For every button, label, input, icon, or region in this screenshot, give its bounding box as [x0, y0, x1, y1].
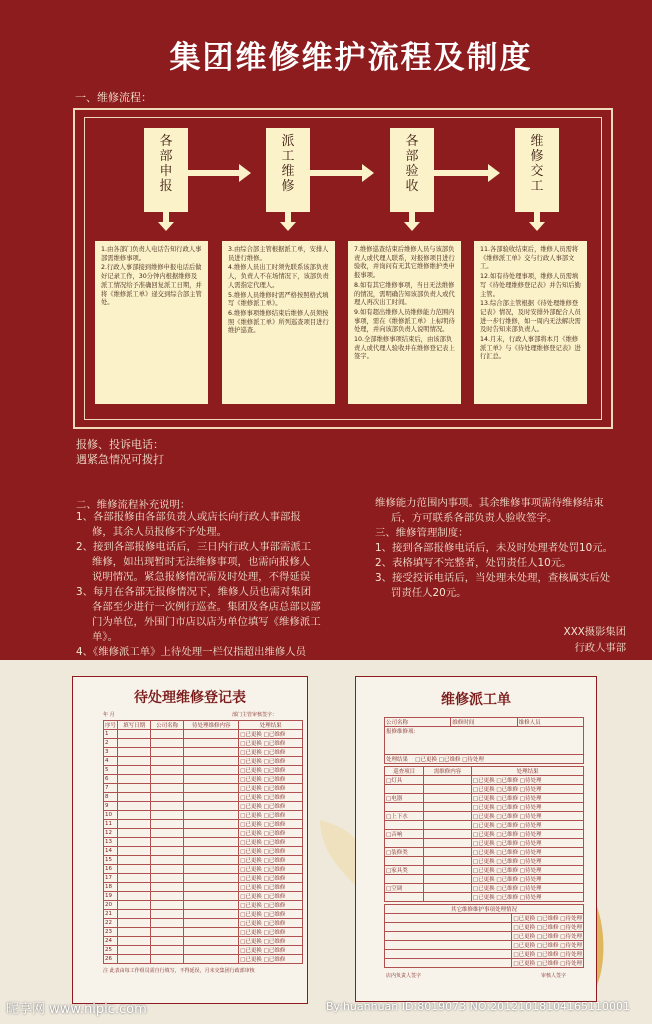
table-cell: [184, 946, 239, 955]
table-row: [385, 932, 584, 941]
table-cell: [151, 820, 184, 829]
table-row: [385, 839, 584, 848]
result-options: □已更换 □已维修 □待处理: [471, 893, 583, 902]
table-cell: [118, 955, 151, 964]
result-options: □已更换 □已维修 □待处理: [512, 941, 584, 950]
table-cell: [151, 793, 184, 802]
watermark-left: 昵享网 www.nipic.com: [6, 1002, 147, 1017]
table-row: [385, 866, 584, 875]
table-cell: [118, 892, 151, 901]
table-row: [104, 865, 303, 874]
table-cell: [424, 866, 472, 875]
result-options: □已更换 □已维修: [239, 757, 303, 766]
table-row: [104, 730, 303, 739]
table-cell: [151, 802, 184, 811]
table-row: [104, 847, 303, 856]
table-cell: [184, 856, 239, 865]
table-cell: [118, 865, 151, 874]
table-cell: [118, 883, 151, 892]
result-options: □已更换 □已维修 □待处理: [471, 866, 583, 875]
form2-inspect-table: [384, 766, 584, 902]
result-options: □已更换 □已维修: [239, 739, 303, 748]
table-cell: [118, 910, 151, 919]
table-cell: [184, 739, 239, 748]
table-cell: [118, 820, 151, 829]
table-cell: [118, 829, 151, 838]
form-dispatch: [355, 676, 597, 1002]
table-row: [104, 883, 303, 892]
table-cell: [184, 874, 239, 883]
result-options: □已更换 □已维修: [239, 829, 303, 838]
table-cell: [118, 784, 151, 793]
table-row: [385, 884, 584, 893]
result-options: □已更换 □已维修 □待处理: [471, 830, 583, 839]
stage-dispatch: 派 工 维 修: [266, 128, 310, 212]
result-options: □已更换 □已维修 □待处理: [512, 932, 584, 941]
table-row: [385, 950, 584, 959]
table-cell: [118, 802, 151, 811]
inspect-item: □灯具: [385, 776, 424, 785]
row-number: 13: [104, 838, 118, 847]
stage-acceptance: 各 部 验 收: [390, 128, 434, 212]
table-cell: [151, 739, 184, 748]
inspect-item: □上下水: [385, 812, 424, 821]
inspect-item: □电器: [385, 794, 424, 803]
row-number: 15: [104, 856, 118, 865]
row-number: 1: [104, 730, 118, 739]
inspect-item: □空调: [385, 884, 424, 893]
form2-company: 公司名称: [385, 718, 451, 727]
table-cell: [118, 739, 151, 748]
signature-org: XXX摄影集团: [563, 626, 626, 638]
result-options: □已更换 □已维修: [239, 730, 303, 739]
table-cell: [184, 838, 239, 847]
table-cell: [424, 848, 472, 857]
result-options: □已更换 □已维修: [239, 847, 303, 856]
section-heading-flow: 一、维修流程：: [75, 91, 152, 104]
result-options: □已更换 □已维修: [239, 937, 303, 946]
table-cell: [184, 901, 239, 910]
table-cell: [424, 830, 472, 839]
row-number: 20: [104, 901, 118, 910]
table-cell: [385, 941, 512, 950]
table-cell: [151, 883, 184, 892]
table-cell: [151, 910, 184, 919]
result-options: □已更换 □已维修 □待处理: [471, 839, 583, 848]
result-options: □已更换 □已维修 □待处理: [471, 776, 583, 785]
table-cell: [118, 946, 151, 955]
table-row: [104, 820, 303, 829]
result-options: □已更换 □已维修: [239, 883, 303, 892]
row-number: 11: [104, 820, 118, 829]
table-row: [104, 874, 303, 883]
result-options: □已更换 □已维修: [239, 946, 303, 955]
result-options: □已更换 □已维修: [239, 811, 303, 820]
table-row: [104, 838, 303, 847]
row-number: 25: [104, 946, 118, 955]
table-row: [385, 803, 584, 812]
result-options: □已更换 □已维修: [239, 784, 303, 793]
table-cell: [385, 914, 512, 923]
table-row: [385, 776, 584, 785]
result-options: □已更换 □已维修: [239, 955, 303, 964]
table-cell: [184, 937, 239, 946]
table-cell: [151, 865, 184, 874]
table-row: [104, 757, 303, 766]
result-options: □已更换 □已维修: [239, 775, 303, 784]
row-number: 12: [104, 829, 118, 838]
result-options: □已更换 □已维修 □待处理: [512, 914, 584, 923]
table-cell: [151, 784, 184, 793]
result-options: □已更换 □已维修: [239, 892, 303, 901]
result-options: □已更换 □已维修 □待处理: [471, 812, 583, 821]
result-options: □已更换 □已维修 □待处理: [471, 821, 583, 830]
table-cell: [424, 812, 472, 821]
table-cell: [118, 757, 151, 766]
table-cell: [151, 928, 184, 937]
table-row: [104, 901, 303, 910]
form1-title: 待处理维修登记表: [134, 690, 246, 706]
table-cell: [385, 923, 512, 932]
result-options: □已更换 □已维修: [239, 928, 303, 937]
watermark-right: By:huanhuan ID:8019073 NO:20121018104165110001: [326, 1000, 631, 1013]
table-cell: [184, 919, 239, 928]
stage-handover: 维 修 交 工: [515, 128, 559, 212]
table-row: [385, 830, 584, 839]
result-options: □已更换 □已维修 □待处理: [471, 848, 583, 857]
row-number: 8: [104, 793, 118, 802]
result-options: □已更换 □已维修: [239, 793, 303, 802]
paper-background: [0, 660, 652, 1024]
form1-table: [103, 720, 303, 964]
table-cell: [118, 928, 151, 937]
form2-footer-right: 审核人签字: [540, 973, 566, 979]
row-number: 7: [104, 784, 118, 793]
page-title: 集团维修维护流程及制度: [169, 40, 533, 76]
result-options: □已更换 □已维修: [239, 838, 303, 847]
table-cell: [184, 847, 239, 856]
table-cell: [151, 901, 184, 910]
result-options: □已更换 □已维修 □待处理: [512, 950, 584, 959]
table-cell: [151, 946, 184, 955]
table-cell: [184, 955, 239, 964]
table-cell: [118, 856, 151, 865]
table-cell: [184, 811, 239, 820]
table-row: [385, 914, 584, 923]
result-options: □已更换 □已维修: [239, 766, 303, 775]
row-number: 9: [104, 802, 118, 811]
signature-dept: 行政人事部: [574, 642, 626, 654]
table-row: [385, 821, 584, 830]
table-cell: [184, 802, 239, 811]
arrow-down-icon: [529, 212, 545, 230]
table-row: [104, 928, 303, 937]
table-cell: [118, 847, 151, 856]
table-row: [385, 923, 584, 932]
table-row: [385, 794, 584, 803]
table-cell: [424, 893, 472, 902]
col-header: 序号: [104, 721, 118, 730]
table-cell: [151, 838, 184, 847]
result-options: □已更换 □已维修 □待处理: [471, 857, 583, 866]
row-number: 22: [104, 919, 118, 928]
table-cell: [385, 959, 512, 968]
table-cell: [184, 793, 239, 802]
table-cell: [184, 766, 239, 775]
table-cell: [151, 775, 184, 784]
table-row: [104, 919, 303, 928]
table-cell: [118, 766, 151, 775]
result-options: □已更换 □已维修: [239, 856, 303, 865]
table-cell: [184, 883, 239, 892]
flow-box-1: 1.由各部门负责人电话告知行政人事部需维修事项。 2.行政人事部接到维修申报电话后做好记录工作，30分钟内根据维修及派工情况给予准确回复派工日期，并将《维修派工单》递交到综合部主管处。: [95, 241, 208, 404]
result-options: □已更换 □已维修 □待处理: [471, 794, 583, 803]
table-cell: [184, 928, 239, 937]
table-cell: [184, 748, 239, 757]
row-number: 3: [104, 748, 118, 757]
result-options: □已更换 □已维修: [239, 820, 303, 829]
table-cell: [184, 829, 239, 838]
form2-result-row: 处理结果 □已更换 □已维修 □待处理: [385, 755, 584, 764]
result-options: □已更换 □已维修: [239, 865, 303, 874]
table-row: [385, 893, 584, 902]
table-row: [385, 875, 584, 884]
row-number: 19: [104, 892, 118, 901]
form2-time: 维修时间: [451, 718, 517, 727]
table-row: [385, 785, 584, 794]
result-options: □已更换 □已维修 □待处理: [471, 785, 583, 794]
table-cell: [424, 884, 472, 893]
arrow-right-icon: [434, 170, 490, 176]
row-number: 23: [104, 928, 118, 937]
table-row: [385, 857, 584, 866]
table-cell: [424, 839, 472, 848]
table-row: [104, 829, 303, 838]
table-cell: [118, 937, 151, 946]
table-row: [385, 941, 584, 950]
table-cell: [151, 955, 184, 964]
table-cell: [151, 937, 184, 946]
table-cell: [118, 919, 151, 928]
row-number: 2: [104, 739, 118, 748]
stage-report: 各 部 申 报: [144, 128, 188, 212]
form2-other-table: [384, 904, 584, 968]
arrow-down-icon: [404, 212, 420, 230]
col-header: 待处理维修内容: [184, 721, 239, 730]
result-options: □已更换 □已维修: [239, 910, 303, 919]
table-cell: [118, 838, 151, 847]
table-cell: [151, 829, 184, 838]
table-row: [104, 892, 303, 901]
table-cell: [151, 730, 184, 739]
arrow-right-icon: [310, 170, 364, 176]
signature-block: [500, 624, 626, 656]
row-number: 5: [104, 766, 118, 775]
table-cell: [424, 875, 472, 884]
result-options: □已更换 □已维修 □待处理: [471, 875, 583, 884]
table-row: [385, 848, 584, 857]
table-cell: [424, 794, 472, 803]
table-cell: [118, 793, 151, 802]
form-pending-maintenance: [72, 676, 308, 1004]
flow-box-3: 7.维修巡查结束后维修人员与该部负责人或代理人联系，对报修项目进行验收，并询问有无其它维修维护类申报事项。 8.如有其它维修事项，当日无法维修的情况，需明确告知该部负责人或代理人再次出工时间。 9.如有超出维修人员维修能力范围内事项，需在《维修派工单》上标明待处理，并向该部负责人说明情况。 10.全部维修事项结束后，由该部负责人或代理人验收并在维修登记表上签字。: [348, 241, 461, 404]
section-heading-rules: 三、维修管理制度：: [375, 527, 469, 539]
table-cell: [151, 892, 184, 901]
arrow-down-icon: [158, 212, 174, 230]
table-cell: [184, 757, 239, 766]
table-cell: [184, 910, 239, 919]
arrow-down-icon: [280, 212, 296, 230]
inspect-item: □家具类: [385, 866, 424, 875]
row-number: 16: [104, 865, 118, 874]
table-row: [104, 775, 303, 784]
table-cell: [118, 901, 151, 910]
table-row: [104, 802, 303, 811]
result-options: □已更换 □已维修 □待处理: [471, 884, 583, 893]
table-cell: [424, 803, 472, 812]
table-cell: [184, 820, 239, 829]
result-options: □已更换 □已维修: [239, 748, 303, 757]
section-heading-notes: 二、维修流程补充说明：: [76, 499, 191, 511]
table-cell: [184, 775, 239, 784]
table-cell: [184, 784, 239, 793]
table-cell: [424, 821, 472, 830]
table-cell: [184, 865, 239, 874]
col-header: 处理结果: [239, 721, 303, 730]
table-row: [104, 739, 303, 748]
table-row: [104, 793, 303, 802]
row-number: 10: [104, 811, 118, 820]
table-row: [104, 856, 303, 865]
table-row: [104, 748, 303, 757]
table-cell: [151, 811, 184, 820]
form2-other-heading: 其它维修维护事项处理情况: [385, 905, 584, 914]
result-options: □已更换 □已维修: [239, 802, 303, 811]
table-cell: [151, 847, 184, 856]
table-cell: [118, 775, 151, 784]
table-cell: [151, 856, 184, 865]
flow-box-2: 3.由综合部主管根据派工单，安排人员进行维修。 4.维修人员出工时须先联系该部负责人，负责人不在场情况下，该部负责人需指定代理人。 5.维修人员维修时需严格按照格式填写《维修派工单》。 6.维修事项维修结束后维修人员须按照《维修派工单》所列巡查项目进行维护巡查。: [222, 241, 335, 404]
form2-maintainer: 维修人员: [517, 718, 583, 727]
col-header: 填写日期: [118, 721, 151, 730]
row-number: 14: [104, 847, 118, 856]
table-cell: [424, 857, 472, 866]
form2-footer-left: 店内负责人签字: [386, 973, 422, 979]
col-header: 处理结果: [471, 767, 583, 776]
col-header: 需维修内容: [424, 767, 472, 776]
table-cell: [118, 730, 151, 739]
table-row: [104, 766, 303, 775]
table-cell: [424, 776, 472, 785]
table-cell: [184, 892, 239, 901]
hotline-label: 报修、投诉电话：: [76, 438, 164, 451]
table-cell: [151, 748, 184, 757]
row-number: 18: [104, 883, 118, 892]
result-options: □已更换 □已维修 □待处理: [471, 803, 583, 812]
row-number: 4: [104, 757, 118, 766]
result-options: □已更换 □已维修 □待处理: [512, 923, 584, 932]
notes-right-block: 维修能力范围内事项。其余维修事项需待维修结束 后，方可联系各部负责人验收签字。 三、维修管理制度： 1、接到各部报修电话后，未及时处理者处罚10元。 2、表格填写不完整者，处罚责任人10元。 3、接受投诉电话后，当处理未处理，查核属实后处 罚责任人20元。: [375, 496, 645, 601]
table-cell: [151, 919, 184, 928]
table-row: [104, 946, 303, 955]
form2-header-table: [384, 717, 584, 764]
table-row: [104, 811, 303, 820]
table-cell: [184, 730, 239, 739]
table-row: [385, 959, 584, 968]
table-cell: [118, 874, 151, 883]
table-cell: [151, 874, 184, 883]
row-number: 24: [104, 937, 118, 946]
col-header: 公司名称: [151, 721, 184, 730]
row-number: 6: [104, 775, 118, 784]
form2-report-items: 报修维修项：: [385, 727, 584, 755]
inspect-item: □音响: [385, 830, 424, 839]
result-options: □已更换 □已维修: [239, 901, 303, 910]
form1-month: 年 月: [103, 712, 115, 718]
table-row: [104, 784, 303, 793]
col-header: 巡查项目: [385, 767, 424, 776]
form1-approver: 部门主管审核签字：: [231, 712, 277, 718]
inspect-item: □装修类: [385, 848, 424, 857]
result-options: □已更换 □已维修 □待处理: [512, 959, 584, 968]
table-cell: [118, 748, 151, 757]
arrow-right-icon: [187, 170, 241, 176]
table-cell: [151, 766, 184, 775]
result-options: □已更换 □已维修: [239, 874, 303, 883]
emergency-label: 遇紧急情况可拨打: [76, 453, 164, 466]
table-cell: [424, 785, 472, 794]
table-cell: [385, 932, 512, 941]
row-number: 21: [104, 910, 118, 919]
notes-block: 1、各部报修由各部负责人或店长向行政人事部报 修，其余人员报修不予处理。 2、接到各部报修电话后，三日内行政人事部需派工 维修，如出现暂时无法维修事项，也需向报修人 说明情况。紧急报修情况需及时处理，不得延误 3、每月在各部无报修情况下，维修人员也需对集团 各部至少进行一次例行巡查。集团及各店总部以部 门为单位，外围门市店以店为单位填写《维修派工 单》。 4、《维修派工单》上待处理一栏仅指超出维修人员: [76, 511, 321, 658]
table-row: [104, 910, 303, 919]
flow-box-4: 11.各部验收结束后，维修人员需将《维修派工单》交与行政人事部文工。 12.如有待处理事项，维修人员需填写《待处理维修登记表》并告知后勤主管。 13.综合部主管根据《待处理维修登记表》情况，及时安排外部配合人员进一步行维修，如一周内无法解决需及时告知来部负责人。 14.月末，行政人事部将本月《维修派工单》与《待处理维修登记表》进行汇总。: [474, 241, 587, 404]
table-row: [104, 937, 303, 946]
result-options: □已更换 □已维修: [239, 919, 303, 928]
form2-title: 维修派工单: [441, 692, 511, 708]
form1-footer: 注 此表由每工作组员需自行填写，不得延误，月末交集团行政部审核: [103, 968, 255, 974]
table-row: [385, 812, 584, 821]
table-cell: [385, 950, 512, 959]
table-cell: [118, 811, 151, 820]
row-number: 17: [104, 874, 118, 883]
row-number: 26: [104, 955, 118, 964]
table-cell: [151, 757, 184, 766]
table-row: [104, 955, 303, 964]
